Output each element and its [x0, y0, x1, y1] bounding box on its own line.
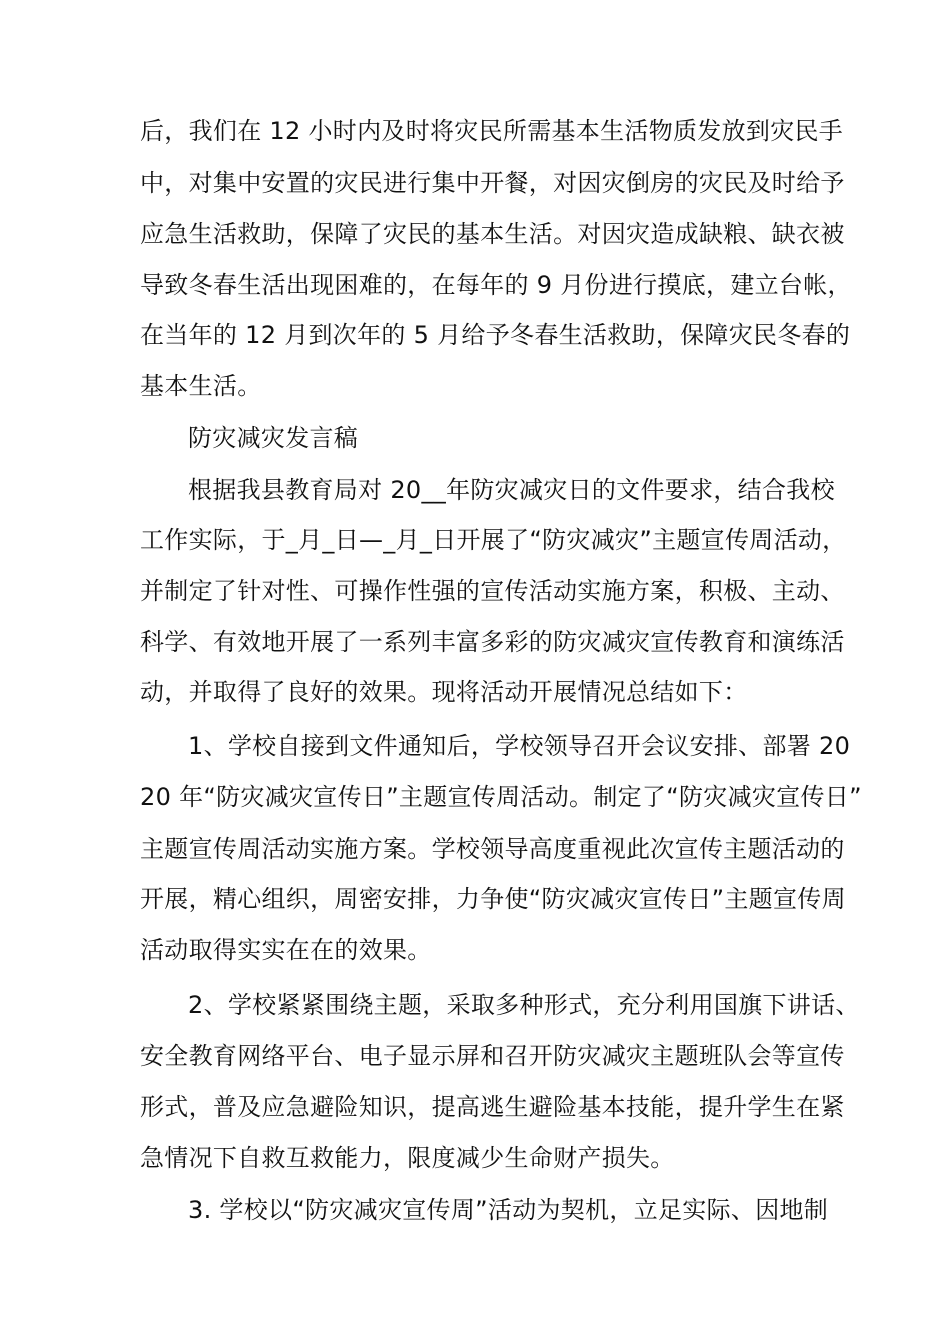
text-line: 应急生活救助，保障了灾民的基本生活。对因灾造成缺粮、缺衣被: [140, 220, 845, 248]
text-line: 后，我们在 12 小时内及时将灾民所需基本生活物质发放到灾民手: [140, 117, 844, 145]
text-line: 导致冬春生活出现困难的，在每年的 9 月份进行摸底，建立台帐，: [140, 271, 852, 299]
text-line: 动，并取得了良好的效果。现将活动开展情况总结如下：: [140, 678, 748, 706]
text-line: 形式，普及应急避险知识，提高逃生避险基本技能，提升学生在紧: [140, 1093, 845, 1121]
text-line: 科学、有效地开展了一系列丰富多彩的防灾减灾宣传教育和演练活: [140, 628, 845, 656]
text-line: 主题宣传周活动实施方案。学校领导高度重视此次宣传主题活动的: [140, 835, 845, 863]
text-line: 20 年“防灾减灾宣传日”主题宣传周活动。制定了“防灾减灾宣传日”: [140, 783, 862, 811]
text-line: 3. 学校以“防灾减灾宣传周”活动为契机，立足实际、因地制: [188, 1196, 829, 1224]
text-line: 基本生活。: [140, 372, 262, 400]
text-line: 工作实际，于_月_日—_月_日开展了“防灾减灾”主题宣传周活动，: [140, 526, 847, 554]
text-line: 2、学校紧紧围绕主题，采取多种形式，充分利用国旗下讲话、: [188, 991, 860, 1019]
text-line: 并制定了针对性、可操作性强的宣传活动实施方案，积极、主动、: [140, 577, 845, 605]
text-line: 在当年的 12 月到次年的 5 月给予冬春生活救助，保障灾民冬春的: [140, 321, 851, 349]
text-line: 活动取得实实在在的效果。: [140, 936, 432, 964]
section-heading: 防灾减灾发言稿: [188, 424, 359, 452]
text-line: 开展，精心组织，周密安排，力争使“防灾减灾宣传日”主题宣传周: [140, 885, 846, 913]
text-line: 急情况下自救互救能力，限度减少生命财产损失。: [140, 1144, 675, 1172]
text-line: 中，对集中安置的灾民进行集中开餐，对因灾倒房的灾民及时给予: [140, 169, 845, 197]
text-line: 安全教育网络平台、电子显示屏和召开防灾减灾主题班队会等宣传: [140, 1042, 845, 1070]
text-line: 根据我县教育局对 20__年防灾减灾日的文件要求，结合我校: [188, 476, 835, 504]
text-line: 1、学校自接到文件通知后，学校领导召开会议安排、部署 20: [188, 732, 851, 760]
